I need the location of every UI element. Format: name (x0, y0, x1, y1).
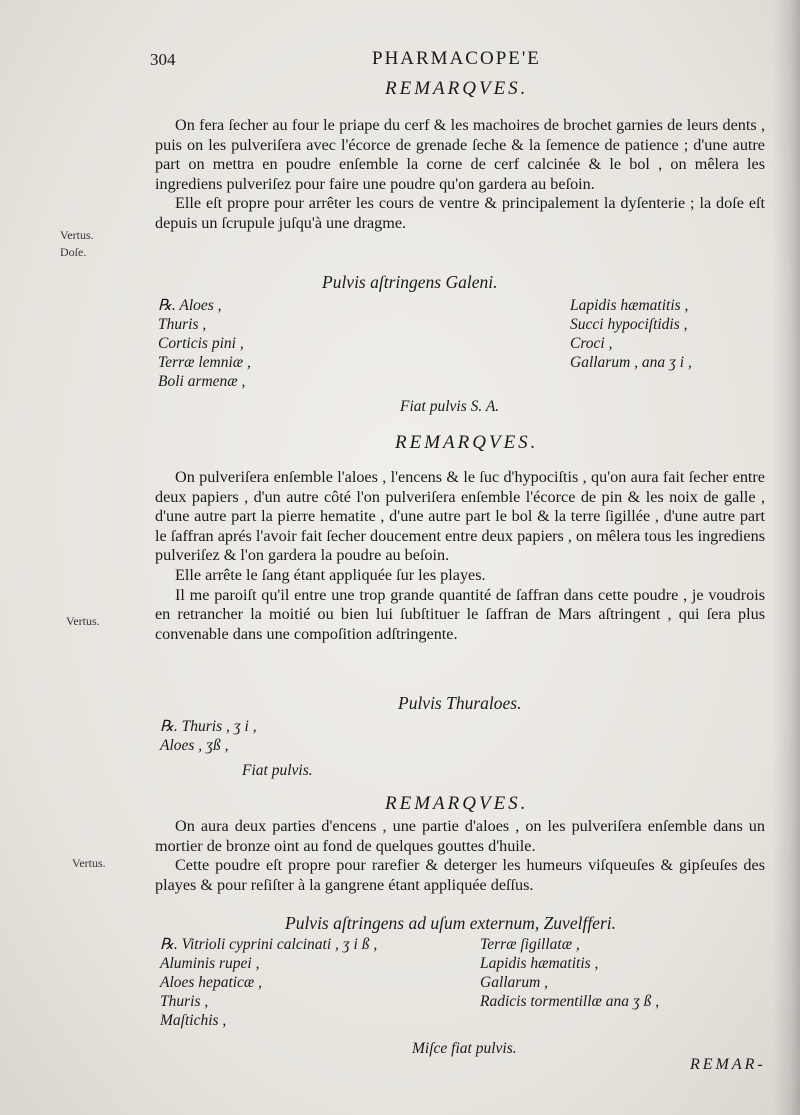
ingredient: ℞. Thuris , ʒ i , (160, 718, 257, 735)
ingredient: Succi hypociſtidis , (570, 316, 688, 333)
remarques-text-2 (155, 468, 765, 644)
margin-note-vertus: Vertus. (60, 228, 94, 242)
ingredients-thuraloes (160, 717, 257, 755)
ingredient: Terræ ſigillatæ , (480, 936, 580, 953)
ingredient: Terræ lemniæ , (158, 354, 251, 371)
ingredient: ℞. Aloes , (158, 297, 222, 314)
paragraph: On pulveriſera enſemble l'aloes , l'encens & le ſuc d'hypociſtis , qu'on aura fait ſecher entre deux papiers , d'un autre côté l'on pulveriſera enſemble l'écorce de pin & les noix de galle , d'une autre part la pierre hematite , d'une autre part le bol & la terre ſigillée , d'une autre part le ſaffran aprés l'avoir fait ſecher doucement entre deux papiers , on mêlera tous les ingrediens pulveriſez & l'on gardera la poudre au beſoin. (155, 468, 765, 565)
ingredient: Boli armenæ , (158, 373, 246, 390)
fiat-line-1: Fiat pulvis S. A. (400, 398, 500, 415)
running-title: PHARMACOPE'E (372, 48, 541, 69)
paragraph: Elle eſt propre pour arrêter les cours de ventre & principalement la dyſenterie ; la doſe eſt depuis un ſcrupule juſqu'à une dragme. (155, 194, 765, 232)
paragraph: On aura deux parties d'encens , une partie d'aloes , on les pulveriſera enſemble dans un mortier de bronze oint au fond de quelques gouttes d'huile. (155, 817, 765, 855)
ingredient: Gallarum , ana ʒ i , (570, 354, 692, 371)
paragraph: Elle arrête le ſang étant appliquée ſur les playes. (175, 565, 486, 584)
catchword: REMAR- (690, 1056, 766, 1073)
ingredients-right (570, 296, 692, 372)
remarques-text-1 (155, 116, 765, 234)
ingredient: Lapidis hæmatitis , (570, 297, 689, 314)
paragraph: On fera ſecher au four le priape du cerf & les machoires de brochet garnies de leurs dents , puis on les pulveriſera avec l'écorce de grenade ſeche & la ſemence de patience ; d'une autre part on mettra en poudre enſemble la corne de cerf calcinée & le bol , on mêlera les ingrediens pulveriſez pour faire une poudre qu'on gardera au beſoin. (155, 116, 765, 193)
ingredient: Thuris , (160, 993, 209, 1010)
ingredient: Corticis pini , (158, 335, 244, 352)
fiat-line-2: Fiat pulvis. (242, 762, 313, 779)
remarques-heading-2: REMARQVES. (395, 432, 539, 453)
recipe-title-galeni: Pulvis aſtringens Galeni. (322, 272, 498, 292)
ingredient: Radicis tormentillæ ana ʒ ß , (480, 993, 660, 1010)
ingredients-left (158, 296, 251, 391)
ingredient: Aloes hepaticæ , (160, 974, 263, 991)
recipe-title-zuvelfferi: Pulvis aſtringens ad uſum externum, Zuvelfferi. (285, 913, 616, 933)
ingredients-right (480, 935, 659, 1011)
fiat-line-3: Miſce fiat pulvis. (412, 1040, 517, 1057)
remarques-text-3 (155, 817, 765, 895)
margin-note-dose: Doſe. (60, 245, 87, 259)
remarques-heading-3: REMARQVES. (385, 793, 529, 814)
ingredient: Lapidis hæmatitis , (480, 955, 599, 972)
ingredients-left (160, 935, 377, 1030)
paragraph: Cette poudre eſt propre pour rarefier & deterger les humeurs viſqueuſes & gipſeuſes des playes & pour reſiſter à la gangrene étant appliquée deſſus. (155, 856, 765, 894)
ingredient: Gallarum , (480, 974, 549, 991)
ingredient: Maſtichis , (160, 1012, 227, 1029)
ingredient: Thuris , (158, 316, 207, 333)
remarques-heading-1: REMARQVES. (385, 78, 529, 99)
page-edge-shadow (772, 0, 800, 1115)
margin-note-vertus: Vertus. (66, 614, 100, 628)
margin-note-vertus: Vertus. (72, 856, 106, 870)
ingredient: Croci , (570, 335, 613, 352)
paragraph: Il me paroiſt qu'il entre une trop grande quantité de ſaffran dans cette poudre , je voudrois en retrancher la moitié ou bien lui ſubſtituer le ſaffran de Mars aſtringent , qui ſera plus convenable dans une compoſition adſtringente. (155, 585, 765, 643)
ingredient: Aluminis rupei , (160, 955, 260, 972)
recipe-title-thuraloes: Pulvis Thuraloes. (398, 693, 522, 713)
ingredient: Aloes , ʒß , (160, 737, 229, 754)
page-number: 304 (150, 50, 176, 69)
ingredient: ℞. Vitrioli cyprini calcinati , ʒ i ß , (160, 936, 378, 953)
